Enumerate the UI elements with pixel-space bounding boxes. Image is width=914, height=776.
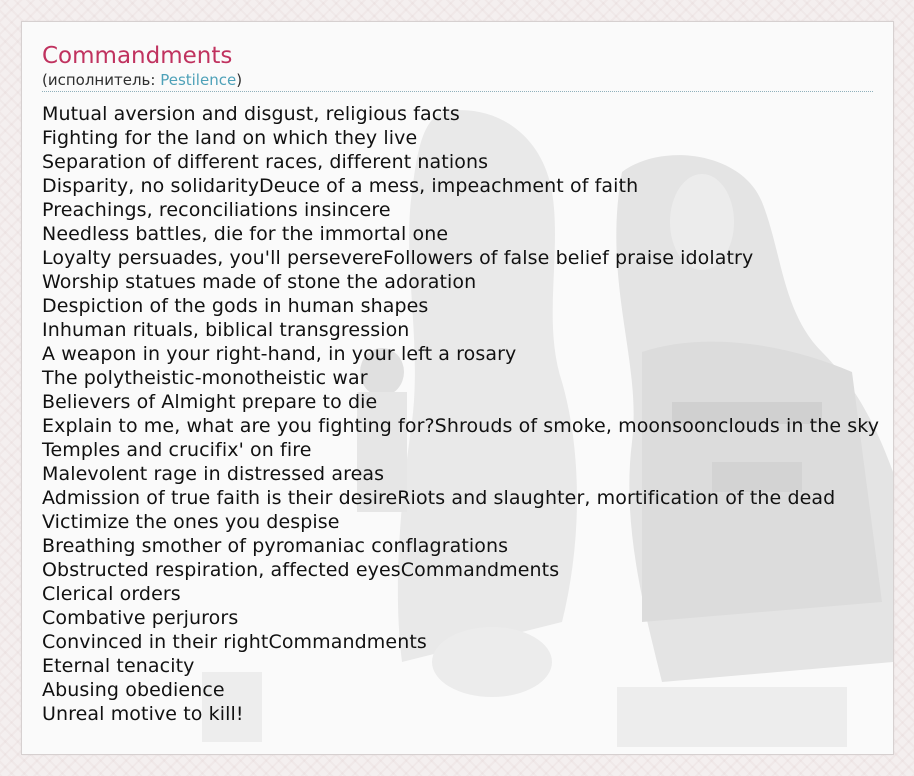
lyric-line: Clerical orders — [42, 583, 181, 605]
lyric-line: Convinced in their rightCommandments — [42, 631, 427, 653]
title-divider — [42, 91, 873, 92]
lyric-line: A weapon in your right-hand, in your left a rosary — [42, 343, 517, 365]
lyric-line: Explain to me, what are you fighting for?Shrouds of smoke, moonsoonclouds in the sky — [42, 415, 880, 437]
lyric-line: Disparity, no solidarityDeuce of a mess, impeachment of faith — [42, 175, 639, 197]
lyrics-panel — [21, 21, 894, 755]
lyric-line: Mutual aversion and disgust, religious facts — [42, 103, 460, 125]
artist-suffix: ) — [236, 71, 243, 89]
lyrics-text — [42, 102, 894, 726]
lyric-line: Unreal motive to kill! — [42, 703, 244, 725]
song-title: Commandments — [42, 43, 233, 69]
lyric-line: Believers of Almight prepare to die — [42, 391, 378, 413]
lyric-line: The polytheistic-monotheistic war — [42, 367, 368, 389]
lyric-line: Breathing smother of pyromaniac conflagrations — [42, 535, 509, 557]
lyric-line: Fighting for the land on which they live — [42, 127, 418, 149]
lyric-line: Admission of true faith is their desireRiots and slaughter, mortification of the dead — [42, 487, 836, 509]
lyric-line: Needless battles, die for the immortal one — [42, 223, 449, 245]
lyric-line: Obstructed respiration, affected eyesCommandments — [42, 559, 560, 581]
lyric-line: Temples and crucifix' on fire — [42, 439, 312, 461]
lyric-line: Abusing obedience — [42, 679, 225, 701]
lyric-line: Victimize the ones you despise — [42, 511, 340, 533]
lyric-line: Eternal tenacity — [42, 655, 195, 677]
lyric-line: Separation of different races, different nations — [42, 151, 489, 173]
lyric-line: Worship statues made of stone the adoration — [42, 271, 477, 293]
lyric-line: Malevolent rage in distressed areas — [42, 463, 385, 485]
artist-prefix: (исполнитель: — [42, 71, 161, 89]
lyric-line: Loyalty persuades, you'll persevereFollowers of false belief praise idolatry — [42, 247, 754, 269]
lyric-line: Preachings, reconciliations insincere — [42, 199, 391, 221]
lyric-line: Inhuman rituals, biblical transgression — [42, 319, 410, 341]
artist-link[interactable]: Pestilence — [160, 71, 237, 89]
lyric-line: Despiction of the gods in human shapes — [42, 295, 429, 317]
lyric-line: Combative perjurors — [42, 607, 239, 629]
lyrics-content — [42, 22, 894, 726]
artist-line — [42, 71, 894, 89]
